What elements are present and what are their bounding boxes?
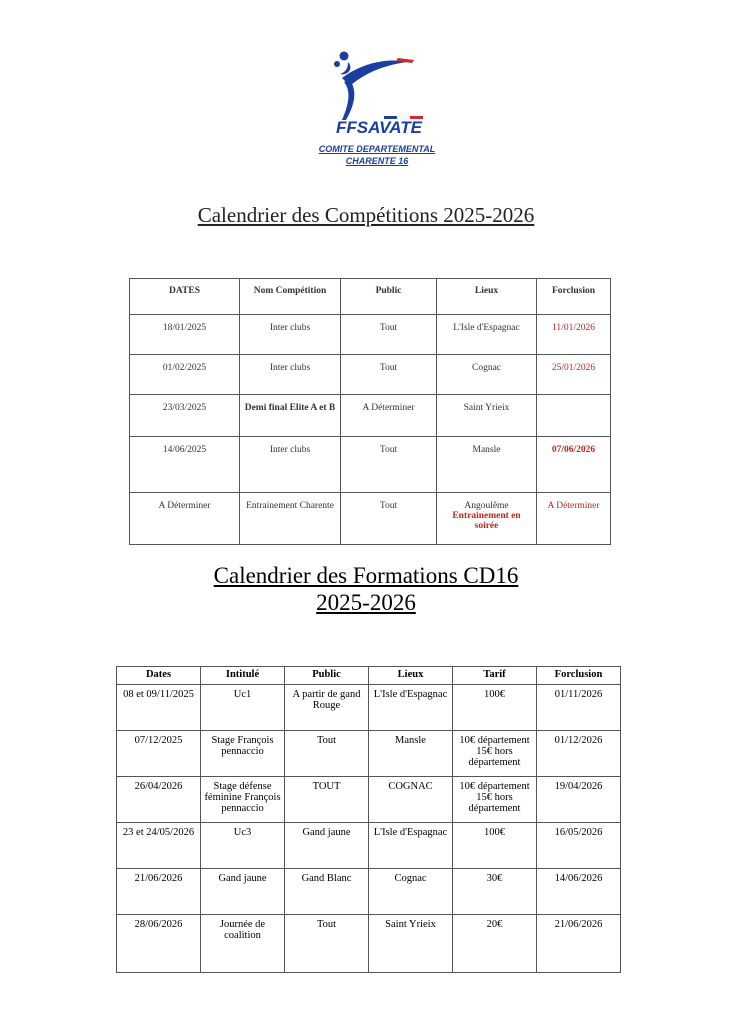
cell-date: 08 et 09/11/2025 (117, 685, 201, 731)
cell-public: Gand Blanc (285, 869, 369, 915)
ffsavate-logo (318, 48, 438, 174)
table-row (130, 355, 611, 395)
cell-public: A partir de gand Rouge (285, 685, 369, 731)
cell-public: Tout (341, 437, 437, 493)
cell-forclusion: 14/06/2026 (537, 869, 621, 915)
cell-forclusion: 01/11/2026 (537, 685, 621, 731)
cell-tarif: 10€ département 15€ hors département (453, 777, 537, 823)
cell-public: Gand jaune (285, 823, 369, 869)
cell-tarif: 30€ (453, 869, 537, 915)
cell-public: Tout (341, 315, 437, 355)
cell-date: 26/04/2026 (117, 777, 201, 823)
cell-intitule: Stage défense féminine François pennaccio (201, 777, 285, 823)
table-header-row (117, 667, 621, 685)
header-nom-competition: Nom Compétition (240, 279, 341, 315)
cell-date: 07/12/2025 (117, 731, 201, 777)
table-row (130, 493, 611, 545)
cell-intitule: Uc3 (201, 823, 285, 869)
cell-name: Demi final Elite A et B (240, 395, 341, 437)
table-row (130, 315, 611, 355)
logo-line-1: COMITE DEPARTEMENTAL (318, 144, 436, 154)
table-row (117, 915, 621, 973)
cell-date: 18/01/2025 (130, 315, 240, 355)
cell-lieu: Cognac (369, 869, 453, 915)
cell-public: Tout (285, 731, 369, 777)
cell-forclusion: 21/06/2026 (537, 915, 621, 973)
cell-tarif: 20€ (453, 915, 537, 973)
logo-line-2: CHARENTE 16 (345, 156, 409, 166)
formations-title-line-2: 2025-2026 (316, 590, 416, 615)
cell-date: 14/06/2025 (130, 437, 240, 493)
header-forclusion: Forclusion (537, 279, 611, 315)
header-intitule: Intitulé (201, 667, 285, 685)
cell-forclusion: 11/01/2026 (537, 315, 611, 355)
header-lieux: Lieux (437, 279, 537, 315)
cell-public: Tout (285, 915, 369, 973)
table-row (117, 731, 621, 777)
table-row (130, 395, 611, 437)
table-header-row (130, 279, 611, 315)
cell-public: TOUT (285, 777, 369, 823)
cell-lieu: Cognac (437, 355, 537, 395)
logo-brand: FFSAVATE (336, 118, 422, 137)
formations-title (0, 562, 732, 616)
cell-date: 23 et 24/05/2026 (117, 823, 201, 869)
cell-forclusion (537, 395, 611, 437)
cell-name: Entrainement Charente (240, 493, 341, 545)
header-public: Public (285, 667, 369, 685)
cell-forclusion: A Déterminer (537, 493, 611, 545)
header-dates: DATES (130, 279, 240, 315)
cell-forclusion: 19/04/2026 (537, 777, 621, 823)
formations-title-line-1: Calendrier des Formations CD16 (213, 563, 519, 588)
header-public: Public (341, 279, 437, 315)
cell-name: Inter clubs (240, 437, 341, 493)
table-row (117, 685, 621, 731)
cell-lieu: Saint Yrieix (369, 915, 453, 973)
cell-public: Tout (341, 493, 437, 545)
header-lieux: Lieux (369, 667, 453, 685)
cell-date: 28/06/2026 (117, 915, 201, 973)
cell-intitule: Gand jaune (201, 869, 285, 915)
cell-date: A Déterminer (130, 493, 240, 545)
cell-lieu: L'Isle d'Espagnac (369, 685, 453, 731)
cell-lieu: Angoulême (464, 501, 509, 511)
cell-forclusion: 07/06/2026 (537, 437, 611, 493)
cell-lieu: L'Isle d'Espagnac (437, 315, 537, 355)
cell-tarif: 100€ (453, 823, 537, 869)
cell-name: Inter clubs (240, 355, 341, 395)
cell-intitule: Uc1 (201, 685, 285, 731)
table-row (117, 869, 621, 915)
cell-tarif: 10€ département 15€ hors département (453, 731, 537, 777)
competitions-title: Calendrier des Compétitions 2025-2026 (197, 203, 535, 227)
table-row (117, 823, 621, 869)
competitions-table (129, 278, 611, 545)
table-row (117, 777, 621, 823)
cell-lieu: Mansle (369, 731, 453, 777)
header-tarif: Tarif (453, 667, 537, 685)
formations-table (116, 666, 621, 973)
cell-date: 01/02/2025 (130, 355, 240, 395)
cell-forclusion: 01/12/2026 (537, 731, 621, 777)
cell-lieu: COGNAC (369, 777, 453, 823)
header-forclusion: Forclusion (537, 667, 621, 685)
cell-lieu-group (437, 493, 537, 545)
cell-name: Inter clubs (240, 315, 341, 355)
cell-tarif: 100€ (453, 685, 537, 731)
cell-lieu-note: Entrainement en soirée (452, 511, 521, 531)
cell-date: 21/06/2026 (117, 869, 201, 915)
cell-intitule: Journée de coalition (201, 915, 285, 973)
cell-lieu: Mansle (437, 437, 537, 493)
cell-public: Tout (341, 355, 437, 395)
cell-lieu: Saint Yrieix (437, 395, 537, 437)
cell-date: 23/03/2025 (130, 395, 240, 437)
header-dates: Dates (117, 667, 201, 685)
cell-intitule: Stage François pennaccio (201, 731, 285, 777)
cell-lieu: L'Isle d'Espagnac (369, 823, 453, 869)
cell-public: A Déterminer (341, 395, 437, 437)
cell-forclusion: 25/01/2026 (537, 355, 611, 395)
cell-forclusion: 16/05/2026 (537, 823, 621, 869)
table-row (130, 437, 611, 493)
